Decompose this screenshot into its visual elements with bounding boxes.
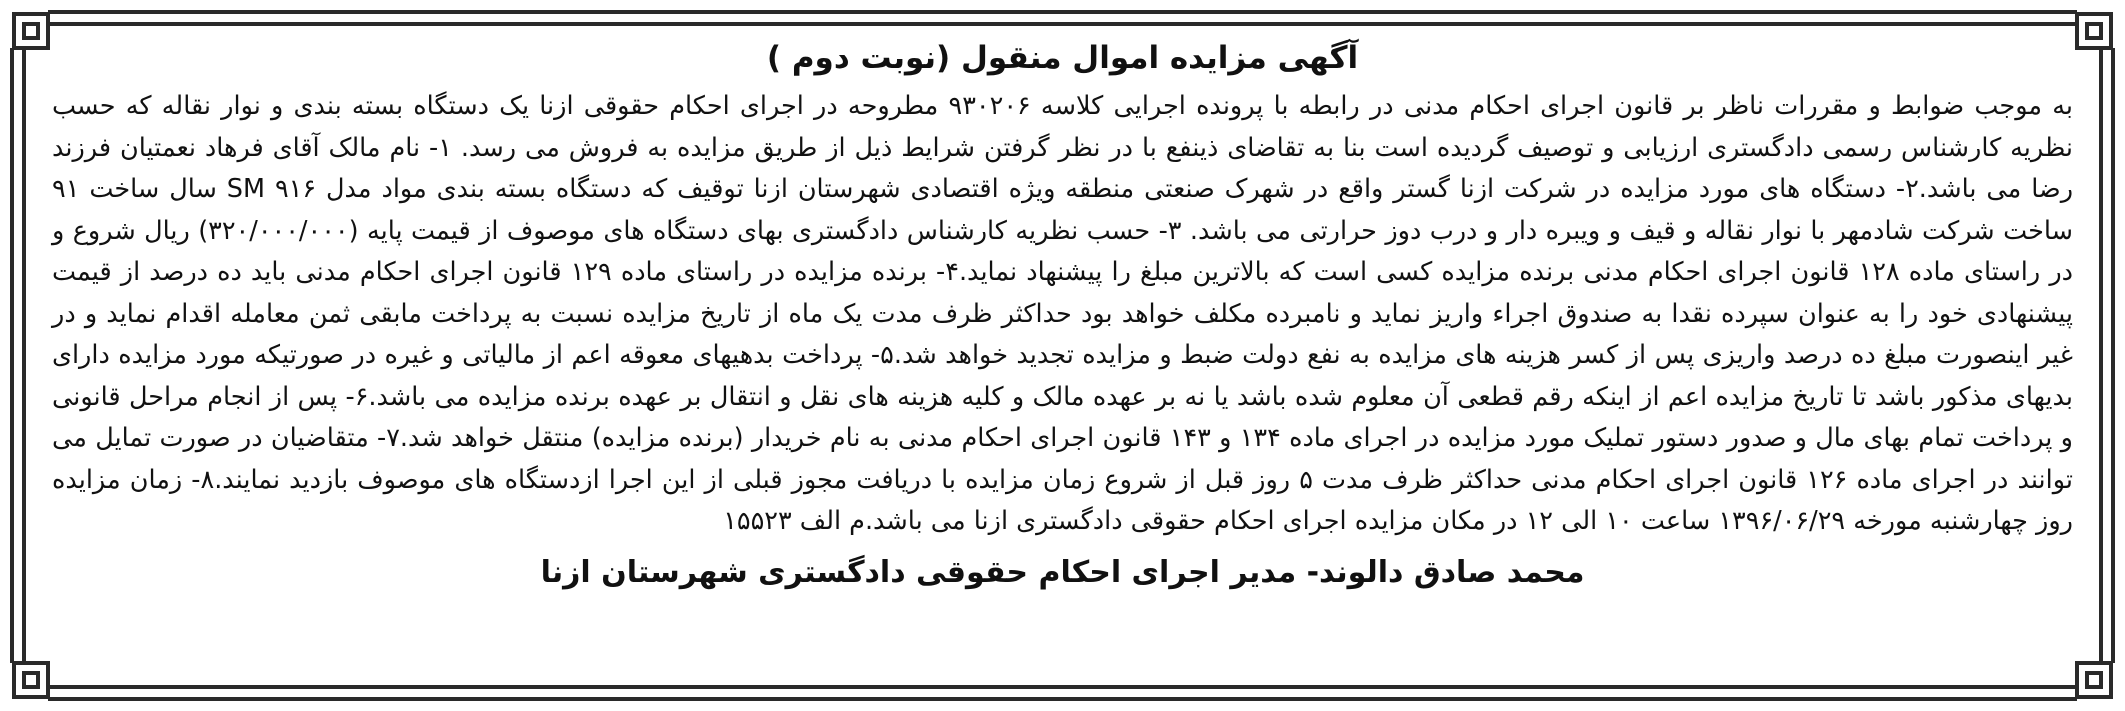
notice-title: آگهی مزایده اموال منقول (نوبت دوم ) (766, 40, 1359, 76)
corner-ornament-top-right (2067, 12, 2113, 58)
notice-content (52, 36, 2073, 676)
corner-ornament-bottom-right (2067, 653, 2113, 699)
notice-body: به موجب ضوابط و مقررات ناظر بر قانون اجرای احکام مدنی در رابطه با پرونده اجرایی کلاسه ۹۳۰۲۰۶ مطروحه در اجرای احکام حقوقی ازنا یک دستگاه بسته بندی و نوار نقاله که حسب نظریه کارشناس رسمی دادگستری ارزیابی و توصیف گردیده است بنا به تقاضای ذینفع با در نظر گرفتن شرایط ذیل از طریق مزایده به فروش می رسد. ۱- نام مالک آقای فرهاد نعمتیان فرزند رضا می باشد.۲- دستگاه های مورد مزایده در شرکت ازنا گستر واقع در شهرک صنعتی منطقه ویژه اقتصادی شهرستان ازنا توقیف که دستگاه بسته بندی مواد مدل ۹۱۶ SM سال ساخت ۹۱ ساخت شرکت شادمهر با نوار نقاله و قیف و ویبره دار و درب دوز حرارتی می باشد. ۳- حسب نظریه کارشناس دادگستری بهای دستگاه های موصوف از قیمت پایه (۳۲۰/۰۰۰/۰۰۰) ریال شروع و در راستای ماده ۱۲۸ قانون اجرای احکام مدنی برنده مزایده کسی است که بالاترین مبلغ را پیشنهاد نماید.۴- برنده مزایده در راستای ماده ۱۲۹ قانون اجرای احکام مدنی باید ده درصد از قیمت پیشنهادی خود را به عنوان سپرده نقدا به صندوق اجراء واریز نماید و نامبرده مکلف خواهد بود حداکثر ظرف مدت یک ماه از تاریخ مزایده نسبت به پرداخت مابقی ثمن معامله اقدام نماید و در غیر اینصورت مبلغ ده درصد واریزی پس از کسر هزینه های مزایده به نفع دولت ضبط و مزایده تجدید خواهد شد.۵- پرداخت بدهیهای معوقه اعم از مالیاتی و غیره در صورتیکه مورد مزایده دارای بدیهای مذکور باشد تا تاریخ مزایده اعم از اینکه رقم قطعی آن معلوم شده باشد یا نه بر عهده مالک و کلیه هزینه های نقل و انتقال بر عهده برنده مزایده می باشد.۶- پس از انجام مراحل قانونی و پرداخت تمام بهای مال و صدور دستور تملیک مورد مزایده در اجرای ماده ۱۳۴ و ۱۴۳ قانون اجرای احکام مدنی به نام خریدار (برنده مزایده) منتقل خواهد شد.۷- متقاضیان در صورت تمایل می توانند در اجرای ماده ۱۲۶ قانون اجرای احکام مدنی حداکثر ظرف مدت ۵ روز قبل از شروع زمان مزایده با دریافت مجوز قبلی از این اجرا ازدستگاه های موصوف بازدید نمایند.۸- زمان مزایده روز چهارشنبه مورخه ۱۳۹۶/۰۶/۲۹ ساعت ۱۰ الی ۱۲ در مکان مزایده اجرای احکام حقوقی دادگستری ازنا می باشد.م الف ۱۵۵۲۳ (52, 91, 2074, 536)
notice-signature: محمد صادق دالوند- مدیر اجرای احکام حقوقی دادگستری شهرستان ازنا (540, 554, 1585, 590)
